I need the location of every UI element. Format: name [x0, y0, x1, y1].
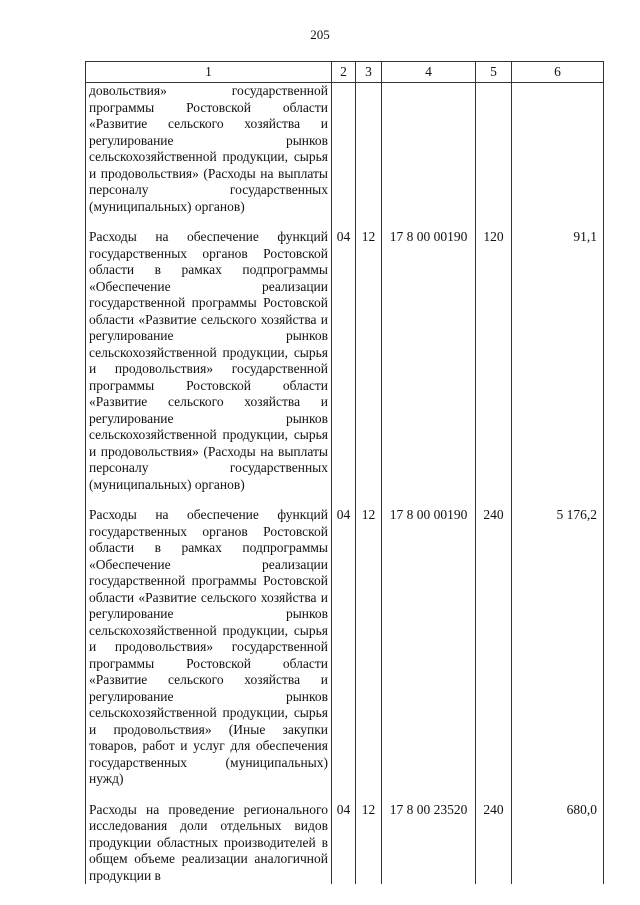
row-subsection: 12	[356, 507, 382, 788]
row-amount: 5 176,2	[512, 507, 604, 788]
header-col-2: 2	[332, 62, 356, 83]
row-description: Расходы на обеспечение функций государственных органов Ростовской области в рамках подпрограммы «Обеспечение реализации государственной программы Ростовской области «Развитие сельского хозяйства и регулирование рынков сельскохозяйственной продукции, сырья и продовольствия» государственной программы Ростовской области «Развитие сельского хозяйства и регулирование рынков сельскохозяйственной продукции, сырья и продовольствия» (Иные закупки товаров, работ и услуг для обеспечения государственных (муниципальных) нужд)	[86, 507, 332, 788]
row-target-article: 17 8 00 23520	[382, 802, 476, 885]
header-col-4: 4	[382, 62, 476, 83]
row-expense-type: 240	[476, 507, 512, 788]
header-col-3: 3	[356, 62, 382, 83]
row-section: 04	[332, 802, 356, 885]
table-body	[86, 83, 604, 885]
table-row	[86, 83, 604, 216]
row-amount: 680,0	[512, 802, 604, 885]
row-spacer	[86, 788, 604, 802]
row-expense-type: 120	[476, 229, 512, 493]
row-subsection: 12	[356, 802, 382, 885]
table-row	[86, 507, 604, 788]
row-description: Расходы на обеспечение функций государственных органов Ростовской области в рамках подпрограммы «Обеспечение реализации государственной программы Ростовской области «Развитие сельского хозяйства и регулирование рынков сельскохозяйственной продукции, сырья и продовольствия» государственной программы Ростовской области «Развитие сельского хозяйства и регулирование рынков сельскохозяйственной продукции, сырья и продовольствия» (Расходы на выплаты персоналу государственных (муниципальных) органов)	[86, 229, 332, 493]
row-expense-type: 240	[476, 802, 512, 885]
table-row	[86, 229, 604, 493]
header-col-1: 1	[86, 62, 332, 83]
table-row	[86, 802, 604, 885]
row-spacer	[86, 493, 604, 507]
row-expense-type	[476, 83, 512, 216]
row-section	[332, 83, 356, 216]
header-col-5: 5	[476, 62, 512, 83]
row-section: 04	[332, 229, 356, 493]
row-subsection	[356, 83, 382, 216]
row-section: 04	[332, 507, 356, 788]
budget-table	[85, 61, 604, 884]
row-target-article: 17 8 00 00190	[382, 507, 476, 788]
row-description: довольствия» государственной программы Ростовской области «Развитие сельского хозяйства и регулирование рынков сельскохозяйственной продукции, сырья и продовольствия» (Расходы на выплаты персоналу государственных (муниципальных) органов)	[86, 83, 332, 216]
page-number: 205	[310, 27, 330, 42]
row-subsection: 12	[356, 229, 382, 493]
header-row	[86, 62, 604, 83]
row-target-article: 17 8 00 00190	[382, 229, 476, 493]
table-header	[86, 62, 604, 83]
row-amount: 91,1	[512, 229, 604, 493]
row-description: Расходы на проведение регионального исследования доли отдельных видов продукции областных производителей в общем объеме реализации аналогичной продукции в	[86, 802, 332, 885]
row-amount	[512, 83, 604, 216]
row-target-article	[382, 83, 476, 216]
row-spacer	[86, 215, 604, 229]
header-col-6: 6	[512, 62, 604, 83]
